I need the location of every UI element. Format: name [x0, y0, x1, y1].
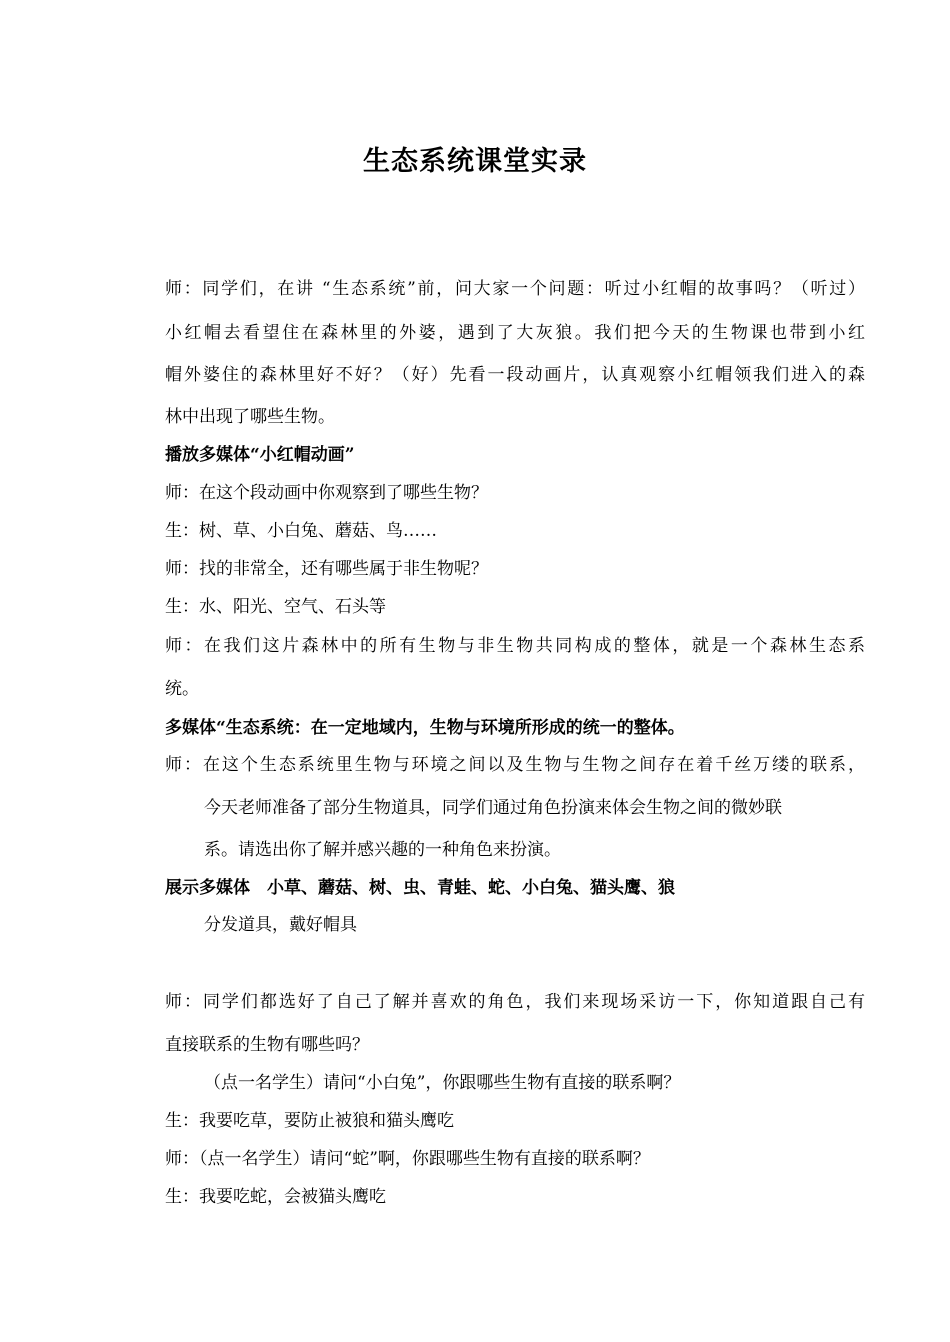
paragraph-line: 帽外婆住的森林里好不好？（好）先看一段动画片，认真观察小红帽领我们进入的森 [165, 365, 865, 385]
teacher-line: 师：找的非常全，还有哪些属于非生物呢？ [165, 559, 488, 579]
teacher-line-continued: 今天老师准备了部分生物道具，同学们通过角色扮演来体会生物之间的微妙联 [204, 798, 782, 818]
teacher-line: 师：在这个段动画中你观察到了哪些生物？ [165, 483, 488, 503]
student-line: 生：树、草、小白兔、蘑菇、鸟…… [165, 521, 437, 541]
student-line: 生：我要吃草，要防止被狼和猫头鹰吃 [165, 1111, 454, 1131]
multimedia-note: 多媒体“生态系统：在一定地域内，生物与环境所形成的统一的整体。 [165, 718, 685, 738]
teacher-line-continued: 直接联系的生物有哪些吗？ [165, 1035, 369, 1055]
stage-direction: 分发道具，戴好帽具 [204, 915, 357, 935]
paragraph-line: 小红帽去看望住在森林里的外婆，遇到了大灰狼。我们把今天的生物课也带到小红 [165, 323, 865, 343]
paragraph-line: 林中出现了哪些生物。 [165, 407, 335, 427]
teacher-line-continued: 统。 [165, 679, 199, 699]
multimedia-note: 播放多媒体“小红帽动画” [165, 445, 355, 465]
teacher-line-continued: 系。请选出你了解并感兴趣的一种角色来扮演。 [204, 840, 561, 860]
teacher-line: 师：同学们都选好了自己了解并喜欢的角色，我们来现场采访一下，你知道跟自己有 [165, 992, 865, 1012]
teacher-line: （点一名学生）请问“小白兔”，你跟哪些生物有直接的联系啊？ [204, 1073, 681, 1093]
multimedia-note: 展示多媒体 小草、蘑菇、树、虫、青蛙、蛇、小白兔、猫头鹰、狼 [165, 878, 675, 898]
student-line: 生：水、阳光、空气、石头等 [165, 597, 386, 617]
teacher-line: 师：在我们这片森林中的所有生物与非生物共同构成的整体，就是一个森林生态系 [165, 636, 865, 656]
paragraph-line: 师：同学们，在讲 “生态系统”前，问大家一个问题：听过小红帽的故事吗？（听过） [165, 279, 865, 299]
teacher-line: 师：（点一名学生）请问“蛇”啊，你跟哪些生物有直接的联系啊？ [165, 1149, 650, 1169]
teacher-line: 师：在这个生态系统里生物与环境之间以及生物与生物之间存在着千丝万缕的联系， [165, 755, 865, 775]
student-line: 生：我要吃蛇，会被猫头鹰吃 [165, 1187, 386, 1207]
page-title: 生态系统课堂实录 [363, 146, 587, 177]
